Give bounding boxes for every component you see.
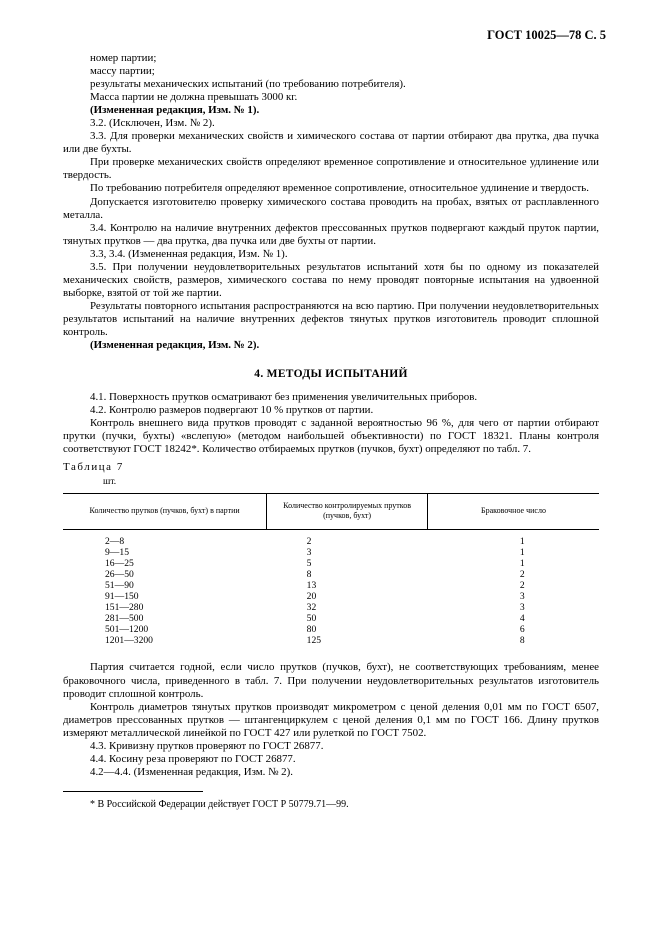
- table-row: [63, 530, 599, 548]
- paragraph: 3.4. Контролю на наличие внутренних дефектов прессованных прутков подвергают каждый пруток партии, тянутых прутков — два прутка, два пучка или две бухты от партии.: [63, 221, 599, 247]
- paragraph: массу партии;: [90, 65, 155, 78]
- cell-lot-size: 2—8: [105, 536, 125, 548]
- cell-sample-size: 2: [306, 536, 312, 548]
- paragraph: 4.3. Кривизну прутков проверяют по ГОСТ 26877.: [90, 739, 324, 752]
- table-row: [63, 547, 599, 558]
- paragraph: (Измененная редакция, Изм. № 2).: [90, 339, 260, 352]
- paragraph: 4.2—4.4. (Измененная редакция, Изм. № 2).: [90, 765, 293, 778]
- paragraph: результаты механических испытаний (по требованию потребителя).: [90, 78, 406, 91]
- table-body: [63, 530, 599, 647]
- paragraph: 4.1. Поверхность прутков осматривают без применения увеличительных приборов.: [90, 391, 478, 404]
- cell-sample-size: 125: [306, 635, 322, 647]
- page-header: ГОСТ 10025—78 С. 5: [487, 28, 606, 42]
- cell-rejection-number: 1: [519, 536, 525, 548]
- table-header-sample-size: Количество контролируемых прутков (пучков, бухт): [267, 494, 428, 530]
- paragraph: При проверке механических свойств определяют временное сопротивление и относительное удлинение или твердость.: [63, 156, 599, 182]
- paragraph: Контроль диаметров тянутых прутков производят микрометром с ценой деления 0,01 мм по ГОСТ 6507, диаметров прессованных прутков — штангенциркулем с ценой деления 0,1 мм по ГОСТ 166. Длину прутков измеряют металлической линейкой по ГОСТ 427 или рулеткой по ГОСТ 7502.: [63, 700, 599, 739]
- footnote: * В Российской Федерации действует ГОСТ Р 50779.71—99.: [90, 798, 349, 810]
- table-row: [63, 635, 599, 646]
- cell-rejection-number: 3: [519, 591, 525, 603]
- table-row: [63, 569, 599, 580]
- paragraph: 3.5. При получении неудовлетворительных результатов испытаний хотя бы по одному из показателей механических свойств, размеров, химического состава по нему проводят повторные испытания на удвоенной выборке, взятой от той же партии.: [63, 260, 599, 299]
- cell-rejection-number: 3: [519, 602, 525, 614]
- cell-sample-size: 13: [306, 580, 317, 592]
- cell-lot-size: 151—280: [105, 602, 144, 614]
- table-row: [63, 558, 599, 569]
- cell-lot-size: 51—90: [105, 580, 134, 592]
- cell-sample-size: 80: [306, 624, 317, 636]
- table-header-lot-size: Количество прутков (пучков, бухт) в партии: [63, 494, 267, 530]
- cell-rejection-number: 1: [519, 558, 525, 570]
- cell-lot-size: 91—150: [105, 591, 139, 603]
- paragraph: 4.2. Контролю размеров подвергают 10 % прутков от партии.: [90, 404, 374, 417]
- cell-rejection-number: 8: [519, 635, 525, 647]
- paragraph: 3.2. (Исключен, Изм. № 2).: [90, 117, 215, 130]
- table-caption: Таблица 7: [63, 461, 124, 474]
- paragraph: Результаты повторного испытания распространяются на всю партию. При получении неудовлетворительных результатов испытаний на наличие внутренних дефектов тянутых прутков изготовитель проводит сплошной контроль.: [63, 299, 599, 338]
- top-paragraphs: [63, 52, 599, 352]
- cell-lot-size: 501—1200: [105, 624, 149, 636]
- paragraph: номер партии;: [90, 52, 157, 64]
- paragraph: Контроль внешнего вида прутков проводят с заданной вероятностью 96 %, для чего от партии отбирают прутки (пучки, бухты) «вслепую» (методом наибольшей объективности) по ГОСТ 18321. Планы контроля соответствуют ГОСТ 18242*. Количество отбираемых прутков (пучков, бухт) определяют по табл. 7.: [63, 417, 599, 456]
- cell-lot-size: 9—15: [105, 547, 129, 559]
- table-7: [63, 493, 599, 646]
- mid-paragraphs: [63, 391, 599, 456]
- table-header-row: [63, 494, 599, 530]
- paragraph: 4.4. Косину реза проверяют по ГОСТ 26877.: [90, 752, 296, 765]
- cell-lot-size: 26—50: [105, 569, 134, 581]
- table-row: [63, 624, 599, 635]
- cell-sample-size: 20: [306, 591, 317, 603]
- paragraph: Партия считается годной, если число прутков (пучков, бухт), не соответствующих требованиям, менее браковочного числа, приведенного в табл. 7. При получении неудовлетворительных результатов изготовитель проводит сплошной контроль.: [63, 661, 599, 700]
- cell-rejection-number: 2: [519, 580, 525, 592]
- paragraph: Допускается изготовителю проверку химического состава проводить на пробах, взятых от расплавленного металла.: [63, 195, 599, 221]
- cell-sample-size: 8: [306, 569, 312, 581]
- table-unit: шт.: [103, 477, 117, 488]
- bottom-paragraphs: [63, 661, 599, 778]
- table-header-rejection-number: Браковочное число: [427, 494, 599, 530]
- cell-lot-size: 281—500: [105, 613, 144, 625]
- paragraph: Масса партии не должна превышать 3000 кг.: [90, 91, 298, 104]
- cell-sample-size: 32: [306, 602, 317, 614]
- section-title: 4. МЕТОДЫ ИСПЫТАНИЙ: [254, 368, 408, 381]
- cell-sample-size: 3: [306, 547, 312, 559]
- paragraph: 3.3, 3.4. (Измененная редакция, Изм. № 1).: [90, 247, 288, 260]
- table-row: [63, 613, 599, 624]
- table-row: [63, 591, 599, 602]
- table-row: [63, 602, 599, 613]
- cell-lot-size: 1201—3200: [105, 635, 153, 647]
- cell-sample-size: 50: [306, 613, 317, 625]
- cell-rejection-number: 6: [519, 624, 525, 636]
- cell-rejection-number: 1: [519, 547, 525, 559]
- cell-rejection-number: 2: [519, 569, 525, 581]
- table-row: [63, 580, 599, 591]
- paragraph: 3.3. Для проверки механических свойств и химического состава от партии отбирают два прутка, два пучка или две бухты.: [63, 130, 599, 156]
- footnote-divider: [63, 791, 203, 792]
- cell-lot-size: 16—25: [105, 558, 134, 570]
- cell-rejection-number: 4: [519, 613, 525, 625]
- paragraph: По требованию потребителя определяют временное сопротивление, относительное удлинение и твердость.: [90, 182, 589, 195]
- paragraph: (Измененная редакция, Изм. № 1).: [90, 104, 260, 117]
- cell-sample-size: 5: [306, 558, 312, 570]
- document-body: [63, 52, 599, 811]
